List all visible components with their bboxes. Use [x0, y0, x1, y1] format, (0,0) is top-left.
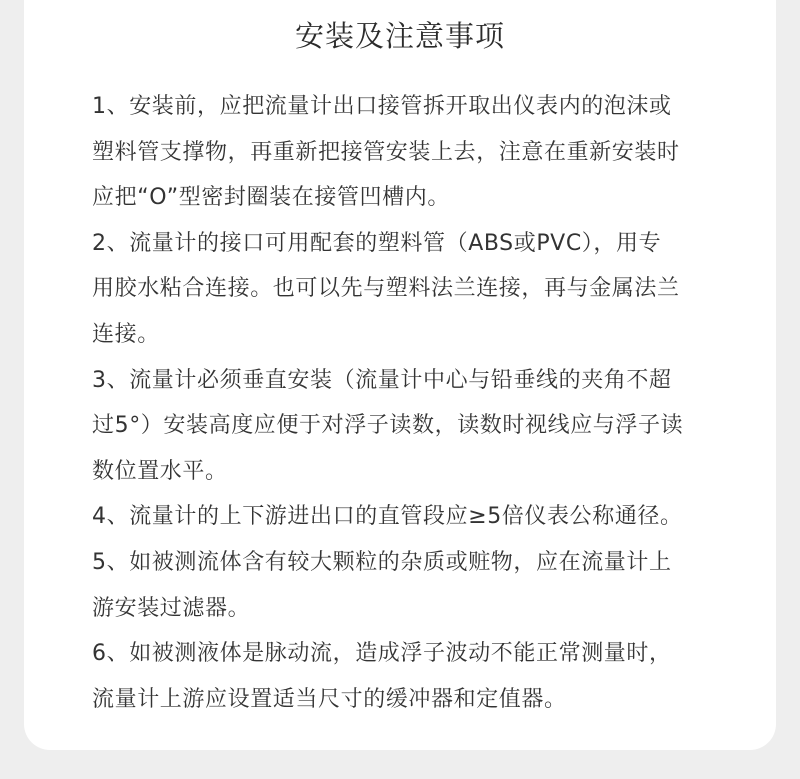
- text-line: 4、流量计的上下游进出口的直管段应≥5倍仪表公称通径。: [92, 504, 683, 530]
- text-line: 1、安装前，应把流量计出口接管拆开取出仪表内的泡沫或: [92, 94, 672, 119]
- text-line: 流量计上游应设置适当尺寸的缓冲器和定值器。: [92, 686, 567, 712]
- text-line: 游安装过滤器。: [92, 595, 251, 621]
- text-line: 应把“O”型密封圈装在接管凹槽内。: [92, 185, 450, 211]
- text-line: 过5°）安装高度应便于对浮子读数，读数时视线应与浮子读: [92, 413, 684, 439]
- text-line: 5、如被测流体含有较大颗粒的杂质或赃物，应在流量计上: [92, 549, 672, 575]
- text-line: 连接。: [92, 321, 160, 347]
- text-line: 塑料管支撑物，再重新把接管安装上去，注意在重新安装时: [92, 139, 680, 165]
- text-line: 6、如被测液体是脉动流，造成浮子波动不能正常测量时，: [92, 641, 672, 667]
- text-line: 2、流量计的接口可用配套的塑料管（ABS或PVC），用专: [92, 230, 662, 256]
- text-line: 用胶水粘合连接。也可以先与塑料法兰连接，再与金属法兰: [92, 276, 680, 302]
- text-line: 3、流量计必须垂直安装（流量计中心与铅垂线的夹角不超: [92, 367, 672, 393]
- instructions-text: [92, 84, 752, 722]
- text-line: 数位置水平。: [92, 458, 228, 484]
- page-title: 安装及注意事项: [294, 19, 505, 53]
